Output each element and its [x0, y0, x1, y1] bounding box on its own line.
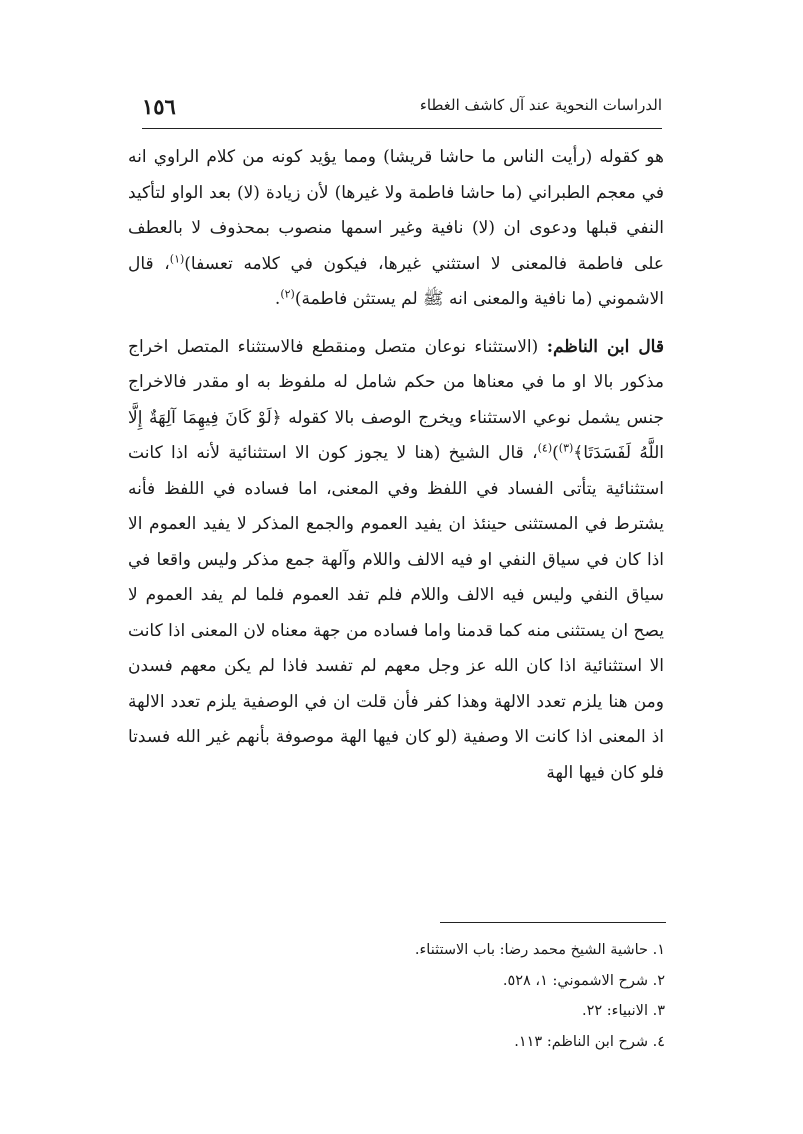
footnote-ref-4[interactable]: (٤) [537, 441, 553, 455]
footnote-ref-2[interactable]: (٢) [280, 287, 295, 301]
paragraph-2-text-2: ) [552, 443, 559, 463]
footnote-3: ٣. الانبياء: ٢٢. [581, 1003, 665, 1019]
paragraph-1-text: هو كقوله (رأيت الناس ما حاشا قريشا) ومما يؤيد كونه من كلام الراوي انه في معجم الطبراني (ما حاشا فاطمة ولا غيرها) لأن زيادة (لا) بعد الواو لتأكيد النفي قبلها ودعوى ان (لا) نافية وغير اسمها منصوب بمحذوف لا بالعطف على فاطمة فالمعنى لا استثني غيرها، فيكون في كلامه تعسفا) [128, 147, 664, 274]
footnote-ref-1[interactable]: (١) [169, 251, 185, 265]
footnotes-list [265, 935, 665, 1057]
footnote-divider [440, 922, 666, 923]
footnote-1: ١. حاشية الشيخ محمد رضا: باب الاستثناء. [414, 942, 665, 958]
footnote-ref-3[interactable]: (٣) [558, 441, 574, 455]
paragraph-1-text-2: ، قال الاشموني (ما نافية والمعنى انه ﷺ لم يستثن فاطمة) [128, 253, 664, 309]
body-text [128, 140, 664, 791]
paragraph-2-text-3: ، قال الشيخ (هنا لا يجوز كون الا استثنائية لأنه اذا كانت استثنائية يتأتى الفساد في اللفظ وفي المعنى، اما فساده في اللفظ فأنه يشترط في المستثنى حينئذ ان يفيد العموم والجمع المذكر لا يفيد العموم الا اذا كان في سياق النفي او فيه الالف واللام وآلهة جمع مذكر وليس واقعا في سياق النفي وليس فيه الالف واللام فلم تفد العموم فلما لم يفد العموم لا يصح ان يستثنى منه كما قدمنا واما فساده من جهة معناه لان المعنى اذا كانت الا استثنائية اذا كان الله عز وجل معهم لم تفسد فاذا لم يكن معهم فسدن ومن هنا يلزم تعدد الالهة وهذا كفر فأن قلت ان في الوصفية يلزم تعدد الالهة اذ المعنى اذا كانت الا وصفية (لو كان فيها الهة موصوفة بأنهم غير الله فسدتا فلو كان فيها الهة [128, 443, 664, 783]
paragraph-1-text-3: . [274, 289, 281, 309]
running-header-title: الدراسات النحوية عند آل كاشف الغطاء [419, 96, 662, 114]
header-divider [142, 128, 662, 129]
running-header [142, 94, 662, 124]
quran-verse: ﴿لَوْ كَانَ فِيهِمَا آلِهَةٌ إِلَّا اللَّهُ لَفَسَدَتَا﴾ [128, 407, 664, 463]
paragraph-2 [128, 330, 664, 792]
footnote-2: ٢. شرح الاشموني: ١، ٥٢٨. [502, 972, 665, 989]
page-number: ١٥٦ [142, 94, 176, 119]
speaker-label: قال ابن الناظم: [546, 336, 664, 357]
paragraph-1 [128, 140, 664, 318]
footnote-4: ٤. شرح ابن الناظم: ١١٣. [514, 1033, 665, 1050]
paragraph-2-text: (الاستثناء نوعان متصل ومنقطع فالاستثناء المتصل اخراج مذكور بالا او ما في معناها من حكم شامل له ملفوظ به او مقدر فالاخراج جنس يشمل نوعي الاستثناء ويخرج الوصف بالا كقوله [128, 336, 664, 428]
